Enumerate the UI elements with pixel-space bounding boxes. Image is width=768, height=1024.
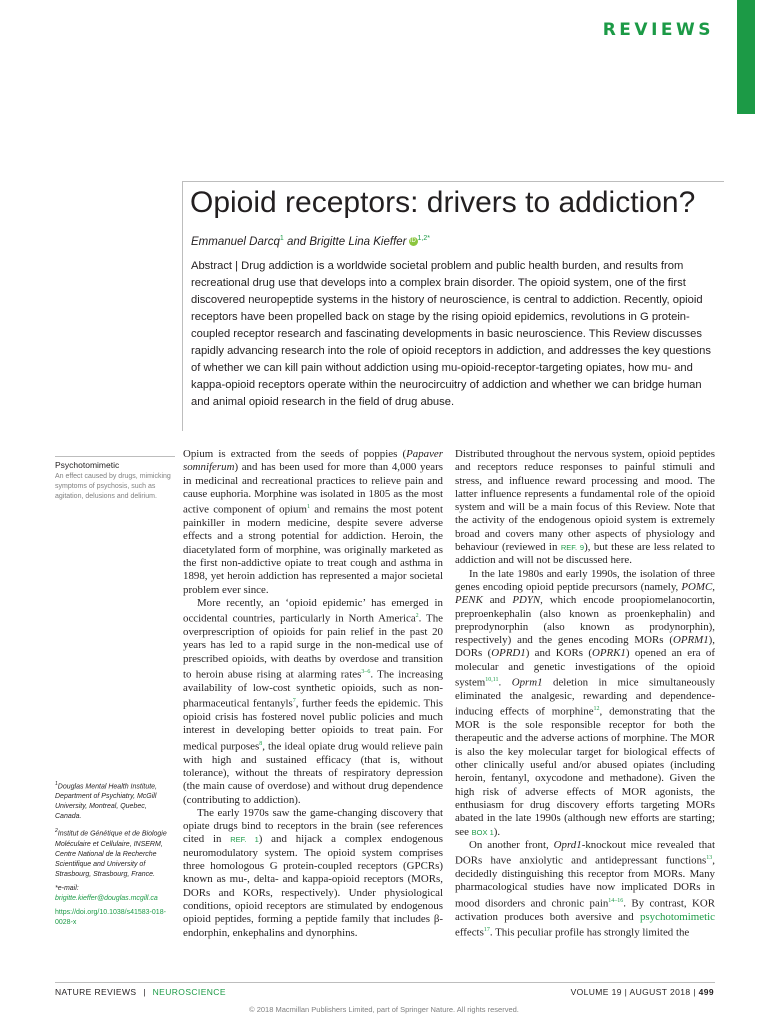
journal-name (55, 987, 226, 997)
citation-link[interactable]: 17 (483, 926, 490, 933)
author-list (191, 235, 430, 248)
paragraph: The early 1970s saw the game-changing discovery that opiate drugs bind to receptors in the brain (see references cited in REF. 1) and hijack a complex endogenous neuromodulatory system. The opioid system comprises three homologous G protein-coupled receptors (GPCRs) known as mu-, delta- and kappa-opioid receptors (MORs, DORs and KORs, respectively). Under physiological conditions, opioid receptors are stimulated by endogenous opioid peptides, forming a peptide family that includes β-endorphin, enkephalins and dynorphins. (183, 806, 443, 939)
paragraph: More recently, an ‘opioid epidemic’ has emerged in occidental countries, particularly in North America$^2$. The overprescription of opioids for pain relief in the past 20 years has led to a rapid surge in the non-medical use of prescribed opioids, with deaths by overdose and transition to heroin abuse rising at alarming rates$^{3-6}$. The increasing availability of low-cost synthetic opioids, such as non-pharmaceutical fentanyls$^7$, further feeds the epidemic. This opioid crisis has fostered novel public policies and much interest in developing better opioids to treat pain. For medical purposes$^8$, the ideal opiate drug would relieve pain with high and sustained efficacy (that is, without tolerance), without the threats of respiratory depression (the main cause of overdose) and without drug dependence (contributing to addiction). (183, 596, 443, 806)
author-1-affiliation: 1 (279, 235, 284, 242)
glossary-term: Psychotomimetic (55, 460, 120, 470)
email-link[interactable]: brigitte.kieffer@douglas.mcgill.ca (55, 894, 158, 902)
contact (55, 884, 175, 904)
abstract: Abstract | Drug addiction is a worldwide societal problem and public health burden, and results from recreational drug use that develops into a complex brain disorder. The opioid system, one of the first discovered neuropeptide systems in the history of neuroscience, is central to addiction. Recently, opioid receptors have been propelled back on stage by the rising opioid epidemics, revolutions in G protein-coupled receptor research and fascinating developments in basic neuroscience. This Review discusses rapidly advancing research into the role of opioid receptors in addiction, and addresses the key questions of whether we can kill pain without addiction using mu-opioid-receptor-targeting opiates, how mu- and kappa-opioid receptors operate within the neurocircuitry of addiction and whether we can bridge human and animal opioid research in the field of drug abuse. (191, 260, 711, 408)
affiliation-2-text: Institut de Génétique et de Biologie Moléculaire et Cellulaire, INSERM, Centre National de la Recherche Scientifique and University of Strasbourg, Strasbourg, France. (55, 830, 167, 878)
affiliation-1 (55, 779, 175, 822)
box-link[interactable]: BOX 1 (471, 827, 494, 837)
section-color-tab (737, 0, 755, 114)
glossary-definition: An effect caused by drugs, mimicking symptoms of psychosis, such as agitation, delusions and delirium. (55, 473, 171, 500)
citation-link[interactable]: 13 (706, 855, 713, 862)
citation-link[interactable]: 12 (593, 706, 600, 713)
affiliation-1-text: Douglas Mental Health Institute, Department of Psychiatry, McGill University, Montreal, Quebec, Canada. (55, 783, 158, 821)
affiliations (55, 779, 175, 932)
journal-section: NEUROSCIENCE (152, 987, 226, 997)
reference-link[interactable]: REF. 9 (560, 543, 585, 553)
paragraph: In the late 1980s and early 1990s, the isolation of three genes encoding opioid peptide precursors (namely, POMC, PENK and PDYN, which encode proopiomelanocortin, preproenkephalin (also known as proenkephalin) and preprodynorphin (also known as prodynorphin), respectively) and the genes encoding MORs (OPRM1), DORs (OPRD1) and KORs (OPRK1) opened an era of molecular and genetic investigations of the opioid system$^{10,11}$. Oprm1 deletion in mice simultaneously eliminated the analgesic, rewarding and dependence-inducing effects of morphine$^{12}$, demonstrating that the MOR is the sole responsible receptor for both the therapeutic and the adverse actions of morphine. The MOR is also the key molecular target for biological effects of other clinically useful and/or abused opiates (including heroin, fentanyl, oxycodone and methadone). Given the high risk of adverse effects of MOR agonists, the enthusiasm for drug discovery efforts targeting MORs abated in the late 1990s (although new efforts are starting; see BOX 1). (455, 567, 715, 838)
glossary-box (55, 456, 175, 502)
copyright-notice: © 2018 Macmillan Publishers Limited, part of Springer Nature. All rights reserved. (249, 1005, 519, 1014)
affiliation-2-number: 2 (55, 828, 58, 835)
affiliation-1-number: 1 (55, 781, 58, 787)
author-2-affiliation: 1,2* (417, 235, 430, 242)
paragraph: On another front, Oprd1-knockout mice revealed that DORs have anxiolytic and antidepressant functions$^{13}$, decidedly distinguishing this receptor from MORs. Many pharmacological studies have now implicated DORs in mood disorders and chronic pain$^{14-16}$. By contrast, KOR activation produces both aversive and psychotomimetic effects$^{17}$. This peculiar profile has strongly limited the (455, 838, 715, 939)
footer-separator: | (143, 987, 146, 997)
article-title: Opioid receptors: drivers to addiction? (190, 186, 696, 219)
body-column-2 (455, 448, 715, 940)
publisher-name: NATURE REVIEWS (55, 987, 137, 997)
footer-rule (55, 982, 715, 983)
citation-link[interactable]: 2 (415, 613, 419, 620)
section-label: REVIEWS (602, 20, 714, 40)
page-number: 499 (698, 987, 714, 997)
citation-link[interactable]: 1 (306, 504, 310, 511)
citation-link[interactable]: 14–16 (608, 897, 624, 904)
paragraph: Distributed throughout the nervous system, opioid peptides and receptors reduce responses to painful stimuli and stress, and influence reward processing and mood. The latter influence represents a fundamental role of the opioid system and will be a main focus of this Review. Note that the activity of the endogenous opioid system is extremely broad and covers many other aspects of physiology and behaviour (reviewed in REF. 9), but these are less related to addiction and will not be discussed here. (455, 448, 715, 567)
author-1[interactable]: Emmanuel Darcq (191, 235, 280, 248)
doi-link[interactable]: https://doi.org/10.1038/s41583-018-0028-x (55, 908, 166, 926)
author-2[interactable]: and Brigitte Lina Kieffer (283, 235, 407, 248)
paragraph: Opium is extracted from the seeds of poppies (Papaver somniferum) and has been used for more than 4,000 years in medicinal and recreational practices to relieve pain and cause euphoria. Morphine was isolated in 1805 as the most active component of opium$^1$ and remains the most potent painkiller in modern medicine, despite severe adverse effects and a strong potential for addiction. Heroin, the diacetylated form of morphine, was originally marketed as the first non-addictive opiate to treat cough and asthma in 1898, yet heroin addiction has represented a major societal problem ever since. (183, 448, 443, 596)
title-side-rule (182, 181, 183, 431)
citation-link[interactable]: 3–6 (361, 669, 371, 675)
affiliation-2 (55, 826, 175, 879)
email-label: *e-mail: (55, 884, 79, 892)
doi (55, 908, 175, 928)
issue-info (571, 987, 714, 997)
volume-issue: VOLUME 19 | AUGUST 2018 | (570, 987, 699, 997)
reference-link[interactable]: REF. 1 (230, 835, 259, 845)
citation-link[interactable]: 10,11 (485, 677, 499, 684)
glossary-term-link[interactable]: psychotomimetic (639, 910, 715, 923)
citation-link[interactable]: 8 (259, 740, 263, 747)
title-rule (182, 181, 724, 182)
orcid-icon[interactable]: iD (410, 238, 416, 245)
body-column-1 (183, 448, 443, 940)
citation-link[interactable]: 7 (292, 698, 296, 705)
